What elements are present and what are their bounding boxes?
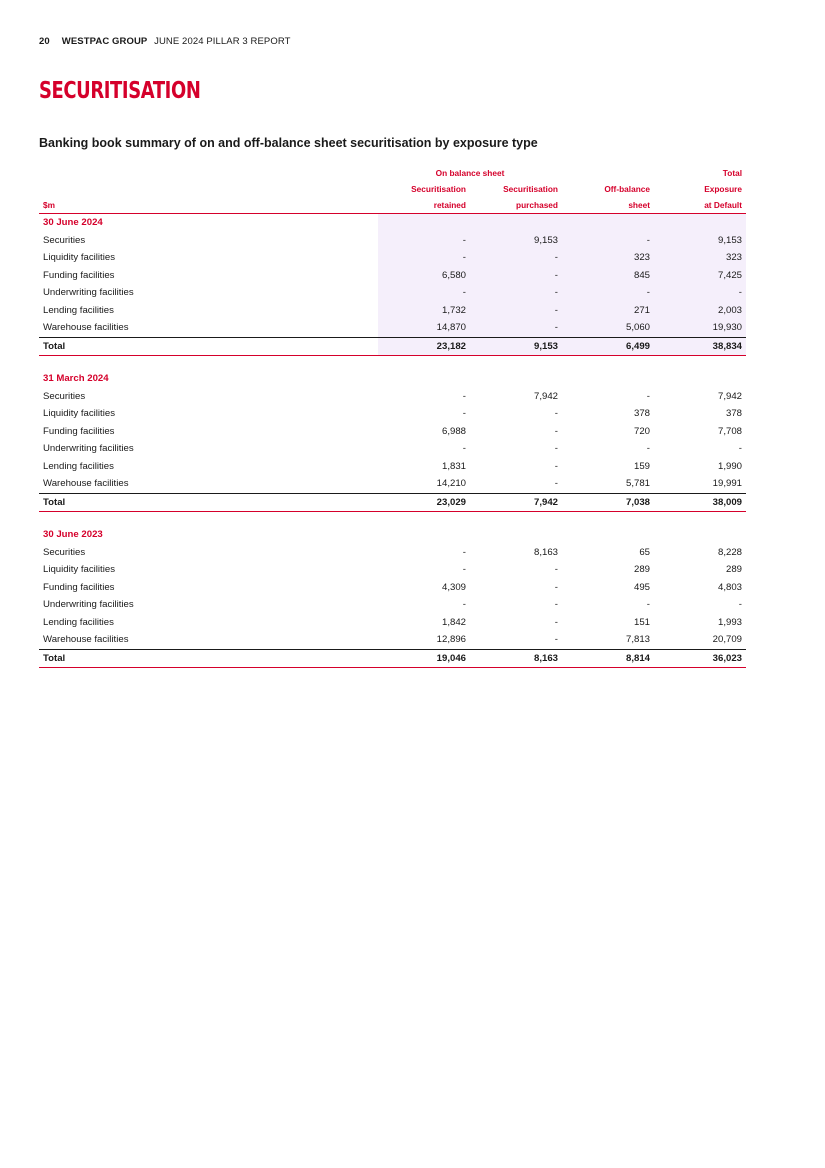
cell: - <box>470 249 562 267</box>
row-label: Funding facilities <box>43 581 115 593</box>
cell: - <box>470 267 562 285</box>
cell: - <box>554 581 558 593</box>
total-cell: 7,942 <box>470 493 562 512</box>
cell: 289 <box>725 564 742 575</box>
cell: 159 <box>633 460 650 472</box>
table-row <box>39 284 746 302</box>
table-row <box>39 302 746 320</box>
total-cell: 19,046 <box>378 649 470 668</box>
cell: - <box>562 232 654 250</box>
table-row <box>39 458 746 476</box>
cell: 4,309 <box>441 581 466 593</box>
period-row <box>39 214 746 232</box>
cell: 7,708 <box>717 425 742 437</box>
row-label: Lending facilities <box>43 616 114 628</box>
cell: 8,228 <box>717 546 742 558</box>
table-row <box>39 631 746 649</box>
total-cell: 23,182 <box>378 337 470 356</box>
cell: 8,163 <box>533 546 558 558</box>
cell: - <box>554 564 558 575</box>
row-label: Funding facilities <box>43 269 115 281</box>
table-row <box>39 596 746 614</box>
total-cell: 7,038 <box>562 493 654 512</box>
cell: - <box>738 599 742 610</box>
cell: - <box>562 284 654 302</box>
cell: 289 <box>633 564 650 575</box>
table-row <box>39 475 746 493</box>
cell: 4,803 <box>717 581 742 593</box>
page-title: SECURITISATION <box>39 78 201 104</box>
cell: 378 <box>633 408 650 419</box>
col-header: sheet <box>562 197 654 214</box>
cell: 19,930 <box>654 319 746 337</box>
cell: 7,942 <box>533 390 558 402</box>
cell: - <box>554 599 558 610</box>
period-row <box>39 526 746 544</box>
table-title: Banking book summary of on and off-balance sheet securitisation by exposure type <box>39 136 538 150</box>
cell: - <box>470 302 562 320</box>
cell: 7,942 <box>717 390 742 402</box>
row-label: Funding facilities <box>43 425 115 437</box>
table-row <box>39 232 746 250</box>
row-label: Securities <box>43 234 86 246</box>
period-label: 30 June 2024 <box>43 217 103 228</box>
total-label: Total <box>39 493 378 512</box>
cell: 323 <box>562 249 654 267</box>
cell: 14,870 <box>378 319 470 337</box>
page-header <box>39 36 291 47</box>
section-30-june-2024 <box>39 214 746 371</box>
total-cell: 38,009 <box>654 493 746 512</box>
cell: - <box>646 443 650 454</box>
cell: 9,153 <box>470 232 562 250</box>
cell: 2,003 <box>654 302 746 320</box>
cell: - <box>554 634 558 645</box>
row-label: Securities <box>43 390 86 402</box>
table-row <box>39 614 746 632</box>
cell: 720 <box>633 425 650 437</box>
col-header: Off-balance <box>604 184 650 194</box>
cell: - <box>378 284 470 302</box>
cell: - <box>378 249 470 267</box>
cell: - <box>462 408 466 419</box>
cell: - <box>462 564 466 575</box>
report-name: JUNE 2024 PILLAR 3 REPORT <box>154 36 291 47</box>
table-row <box>39 423 746 441</box>
cell: - <box>554 460 558 472</box>
table-row <box>39 579 746 597</box>
cell: 65 <box>639 546 650 558</box>
section-30-june-2023 <box>39 526 746 668</box>
col-header: Securitisation <box>411 184 466 194</box>
header-row-group <box>39 165 746 181</box>
cell: 7,425 <box>654 267 746 285</box>
row-label: Warehouse facilities <box>43 634 129 645</box>
period-label: 31 March 2024 <box>43 373 109 384</box>
total-cell: 36,023 <box>654 649 746 668</box>
row-label: Liquidity facilities <box>43 252 115 263</box>
col-header: Exposure <box>704 184 742 194</box>
cell: 495 <box>633 581 650 593</box>
cell: 14,210 <box>436 478 466 489</box>
cell: 19,991 <box>712 478 742 489</box>
cell: 20,709 <box>712 634 742 645</box>
cell: - <box>654 284 746 302</box>
total-label: Total <box>39 337 378 356</box>
row-label: Liquidity facilities <box>43 408 115 419</box>
row-label: Lending facilities <box>43 304 114 316</box>
cell: - <box>554 425 558 437</box>
cell: 5,060 <box>562 319 654 337</box>
cell: 1,831 <box>441 460 466 472</box>
cell: 9,153 <box>654 232 746 250</box>
cell: 151 <box>633 616 650 628</box>
company-name: WESTPAC GROUP <box>61 36 148 47</box>
cell: 6,988 <box>441 425 466 437</box>
row-label: Securities <box>43 546 86 558</box>
total-cell: 38,834 <box>654 337 746 356</box>
cell: - <box>554 616 558 628</box>
table-row <box>39 249 746 267</box>
total-header: Total <box>722 168 742 178</box>
cell: - <box>738 443 742 454</box>
cell: - <box>554 478 558 489</box>
units-label: $m <box>39 197 378 214</box>
cell: 271 <box>562 302 654 320</box>
header-row-line2 <box>39 197 746 214</box>
cell: 6,580 <box>378 267 470 285</box>
total-cell: 23,029 <box>378 493 470 512</box>
row-label: Underwriting facilities <box>43 599 134 610</box>
period-row <box>39 370 746 388</box>
total-row <box>39 493 746 512</box>
cell: 845 <box>562 267 654 285</box>
table-row <box>39 440 746 458</box>
cell: 1,842 <box>441 616 466 628</box>
cell: 12,896 <box>436 634 466 645</box>
row-label: Underwriting facilities <box>43 443 134 454</box>
cell: - <box>470 319 562 337</box>
table-header <box>39 165 746 214</box>
cell: 1,990 <box>717 460 742 472</box>
cell: - <box>470 284 562 302</box>
total-cell: 8,163 <box>470 649 562 668</box>
cell: 1,732 <box>378 302 470 320</box>
total-cell: 9,153 <box>470 337 562 356</box>
row-label: Warehouse facilities <box>43 478 129 489</box>
cell: 378 <box>725 408 742 419</box>
row-label: Warehouse facilities <box>43 322 129 333</box>
row-label: Lending facilities <box>43 460 114 472</box>
total-row <box>39 337 746 356</box>
col-header: Securitisation <box>503 184 558 194</box>
table-row <box>39 388 746 406</box>
col-header: retained <box>378 197 470 214</box>
cell: - <box>646 390 650 402</box>
cell: - <box>462 443 466 454</box>
cell: 7,813 <box>625 634 650 645</box>
section-31-march-2024 <box>39 370 746 526</box>
total-row <box>39 649 746 668</box>
cell: - <box>554 408 558 419</box>
cell: - <box>378 232 470 250</box>
row-label: Liquidity facilities <box>43 564 115 575</box>
col-header: at Default <box>654 197 746 214</box>
total-label: Total <box>39 649 378 668</box>
cell: - <box>462 546 466 558</box>
page-number: 20 <box>39 36 50 47</box>
table-row <box>39 319 746 337</box>
cell: - <box>462 599 466 610</box>
cell: 1,993 <box>717 616 742 628</box>
total-cell: 6,499 <box>562 337 654 356</box>
header-row-line1 <box>39 181 746 197</box>
total-cell: 8,814 <box>562 649 654 668</box>
cell: 323 <box>654 249 746 267</box>
cell: - <box>554 443 558 454</box>
col-header: purchased <box>470 197 562 214</box>
table-row <box>39 544 746 562</box>
table-row <box>39 267 746 285</box>
table-row <box>39 405 746 423</box>
on-balance-sheet-header: On balance sheet <box>435 168 505 178</box>
cell: 5,781 <box>625 478 650 489</box>
cell: - <box>462 390 466 402</box>
table-row <box>39 561 746 579</box>
period-label: 30 June 2023 <box>43 529 103 540</box>
cell: - <box>646 599 650 610</box>
row-label: Underwriting facilities <box>43 287 134 298</box>
securitisation-table <box>39 165 746 668</box>
